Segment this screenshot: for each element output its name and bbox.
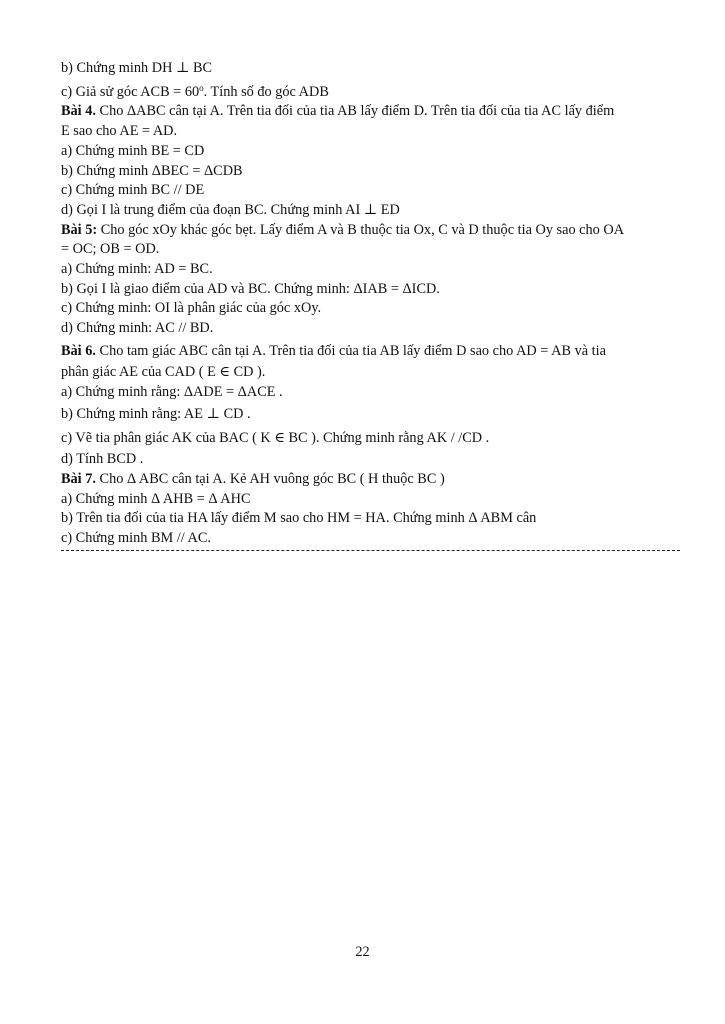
line-text: b) Gọi I là giao điểm của AD và BC. Chứng minh: ΔIAB = ΔICD.: [61, 280, 440, 297]
text-line: [61, 142, 686, 162]
text-line: [61, 201, 686, 221]
line-text: d) Chứng minh: AC // BD.: [61, 320, 214, 337]
line-text: c) Vẽ tia phân giác AK của BAC ( K ∈ BC ). Chứng minh rằng AK / /CD .: [61, 430, 490, 447]
line-text: b) Chứng minh DH ⊥ BC: [61, 60, 213, 76]
text-line: [61, 299, 686, 319]
line-text: = OC; OB = OD.: [61, 241, 160, 258]
line-text: c) Giả sử góc ACB = 60: [61, 83, 200, 100]
exercise-label: Bài 7.: [61, 470, 96, 487]
line-text: Cho góc xOy khác góc bẹt. Lấy điểm A và B thuộc tia Ox, C và D thuộc tia Oy sao cho OA: [97, 221, 625, 238]
text-line: [61, 122, 686, 142]
text-line: [61, 383, 686, 403]
line-text: E sao cho AE = AD.: [61, 123, 178, 140]
text-line: [61, 402, 686, 426]
text-line: [61, 260, 686, 280]
text-line: [61, 181, 686, 201]
line-text: Cho ΔABC cân tại A. Trên tia đối của tia AB lấy điểm D. Trên tia đối của tia AC lấy điểm: [95, 103, 615, 120]
text-line: [61, 450, 686, 470]
text-line: [61, 240, 686, 260]
text-line: [61, 363, 686, 383]
text-line: [61, 221, 686, 241]
exercise-label: Bài 4.: [61, 103, 96, 120]
line-text: c) Chứng minh: OI là phân giác của góc xOy.: [61, 300, 322, 317]
line-text: a) Chứng minh Δ AHB = Δ AHC: [61, 490, 251, 507]
text-line: [61, 426, 686, 450]
text-line: [61, 490, 686, 510]
line-text: b) Trên tia đối của tia HA lấy điểm M sao cho HM = HA. Chứng minh Δ ABM cân: [61, 510, 537, 527]
text-line: [61, 470, 686, 490]
line-text-tail: . Tính số đo góc ADB: [203, 83, 329, 100]
page-number: 22: [355, 944, 370, 960]
text-line: [61, 162, 686, 182]
superscript: o: [199, 82, 204, 93]
line-text: d) Gọi I là trung điểm của đoạn BC. Chứng minh AI ⊥ ED: [61, 201, 400, 218]
text-line: [61, 529, 686, 549]
exercise-label: Bài 5:: [61, 221, 98, 238]
line-text: Cho tam giác ABC cân tại A. Trên tia đối của tia AB lấy điểm D sao cho AD = AB và tia: [95, 342, 606, 359]
text-line: [61, 339, 686, 363]
text-line: [61, 509, 686, 529]
line-text: a) Chứng minh: AD = BC.: [61, 261, 213, 278]
text-line: [61, 280, 686, 300]
line-text: c) Chứng minh BC // DE: [61, 182, 205, 199]
text-line: [61, 102, 686, 122]
line-text: Cho Δ ABC cân tại A. Kẻ AH vuông góc BC ( H thuộc BC ): [95, 470, 445, 487]
dashed-separator: [61, 550, 680, 555]
text-line: [61, 319, 686, 339]
line-text: b) Chứng minh ΔBEC = ΔCDB: [61, 162, 243, 179]
line-text: b) Chứng minh rằng: AE ⊥ CD .: [61, 406, 251, 423]
line-text: c) Chứng minh BM // AC.: [61, 530, 211, 547]
exercise-label: Bài 6.: [61, 342, 96, 359]
text-line: [61, 59, 686, 79]
line-text: phân giác AE của CAD ( E ∈ CD ).: [61, 363, 266, 380]
line-text: d) Tính BCD .: [61, 451, 144, 468]
document-body: [61, 59, 686, 555]
text-line: [61, 79, 686, 103]
line-text: a) Chứng minh rằng: ΔADE = ΔACE .: [61, 383, 283, 400]
line-text: a) Chứng minh BE = CD: [61, 142, 205, 159]
